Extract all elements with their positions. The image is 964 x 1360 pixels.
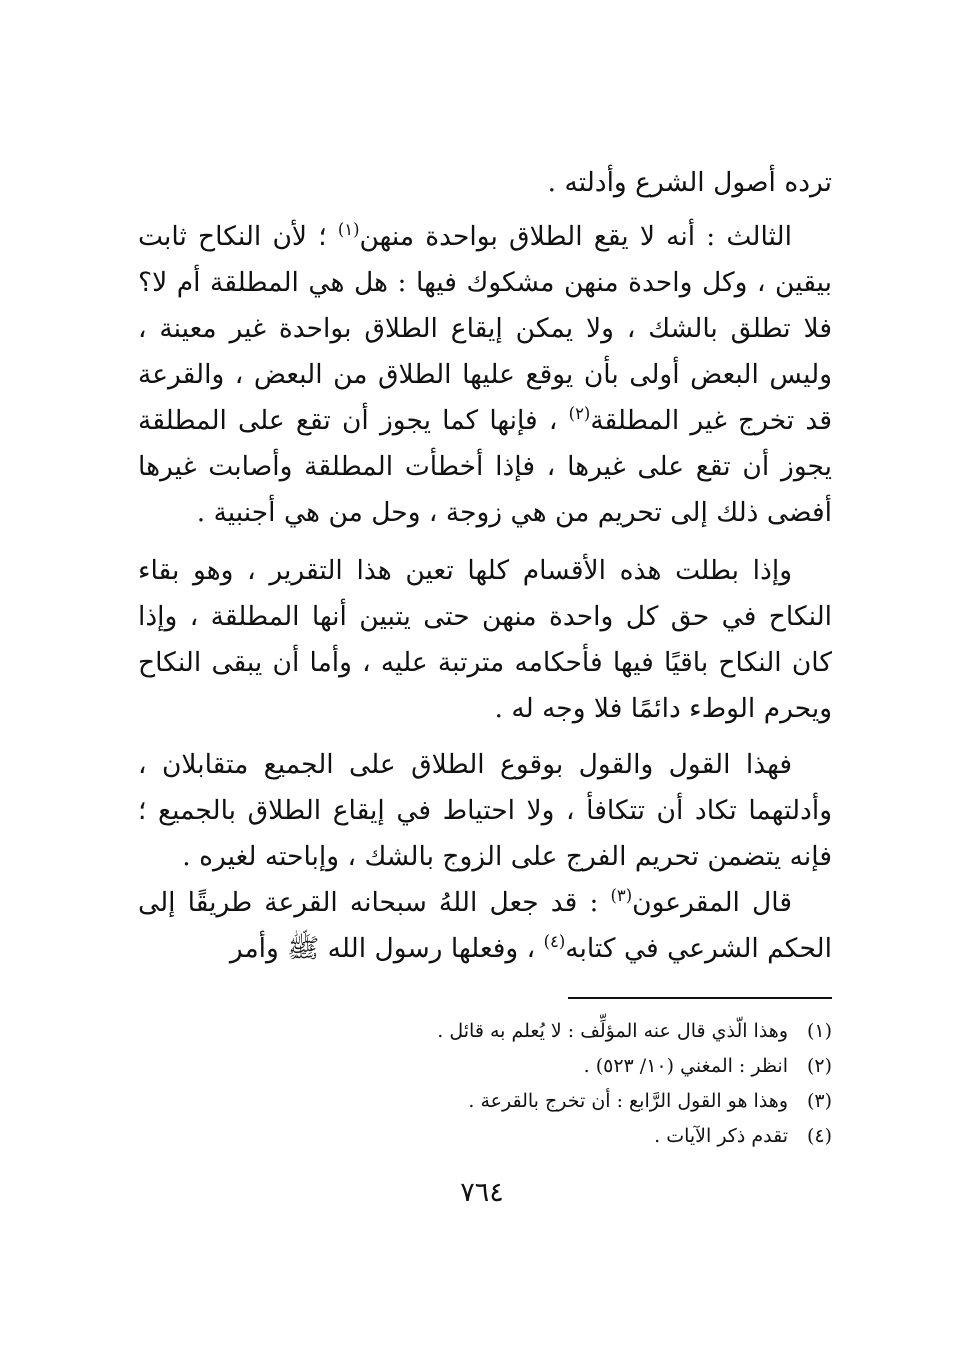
footnote-marker-3: (٣) (610, 886, 633, 906)
paragraph-text: قال المقرعون (632, 887, 792, 918)
paragraph-text: ؛ لأن النكاح ثابت بيقين ، وكل واحدة منهن مشكوك فيها : هل هي المطلقة أم لا؟ فلا تطلق بالشك ، ولا يمكن إيقاع الطلاق بواحدة غير معينة ، وليس البعض أولى بأن يوقع عليها الطلاق من البعض ، والقرعة قد تخرج غير المطلقة (138, 221, 832, 436)
paragraph-conclusion (138, 548, 832, 732)
footnote-marker-1: (١) (337, 220, 360, 240)
paragraph-third-opinion (138, 214, 832, 536)
footnote-text: وهذا الّذي قال عنه المؤلِّف : لا يُعلم به قائل . (437, 1020, 788, 1042)
footnote-text: وهذا هو القول الرَّابع : أن تخرج بالقرعة . (468, 1090, 788, 1112)
footnote-marker-4: (٤) (543, 932, 566, 952)
footnote-separator (568, 997, 832, 999)
footnote-3 (300, 1084, 832, 1119)
footnote-number: (٢) (806, 1055, 832, 1077)
footnote-text: انظر : المغني (١٠/ ٥٢٣) . (583, 1055, 788, 1077)
footnote-1 (300, 1014, 832, 1049)
paragraph-lot-casters (138, 880, 832, 972)
paragraph-comparison (138, 742, 832, 880)
paragraph-text: الثالث : أنه لا يقع الطلاق بواحدة منهن (359, 221, 792, 252)
footnote-number: (١) (806, 1020, 832, 1042)
paragraph-text: ، وفعلها رسول الله ﷺ وأمر (229, 933, 544, 964)
paragraph-text: وإذا بطلت هذه الأقسام كلها تعين هذا التقرير ، وهو بقاء النكاح في حق كل واحدة منهن حتى يتبين أنها المطلقة ، وإذا كان النكاح باقيًا فيها فأحكامه مترتبة عليه ، وأما أن يبقى النكاح ويحرم الوطء دائمًا فلا وجه له . (138, 555, 832, 724)
paragraph-text: فهذا القول والقول بوقوع الطلاق على الجميع متقابلان ، وأدلتهما تكاد أن تتكافأ ، ولا احتياط في إيقاع الطلاق بالجميع ؛ فإنه يتضمن تحريم الفرج على الزوج بالشك ، وإباحته لغيره . (138, 749, 832, 872)
footnote-4 (300, 1119, 832, 1154)
footnote-marker-2: (٢) (568, 404, 591, 424)
paragraph-continuation (138, 160, 832, 206)
paragraph-text: : قد جعل اللهُ سبحانه القرعة طريقًا إلى الحكم الشرعي في كتابه (138, 887, 832, 964)
footnotes (300, 1014, 832, 1154)
footnote-number: (٣) (806, 1090, 832, 1112)
footnote-2 (300, 1049, 832, 1084)
footnote-text: تقدم ذكر الآيات . (654, 1125, 788, 1147)
paragraph-text: ترده أصول الشرع وأدلته . (547, 167, 832, 198)
footnote-number: (٤) (806, 1125, 832, 1147)
page-number: ٧٦٤ (460, 1177, 504, 1208)
paragraph-text: ، فإنها كما يجوز أن تقع على المطلقة يجوز أن تقع على غيرها ، فإذا أخطأت المطلقة وأصابت غيرها أفضى ذلك إلى تحريم من هي زوجة ، وحل من هي أجنبية . (138, 405, 832, 528)
